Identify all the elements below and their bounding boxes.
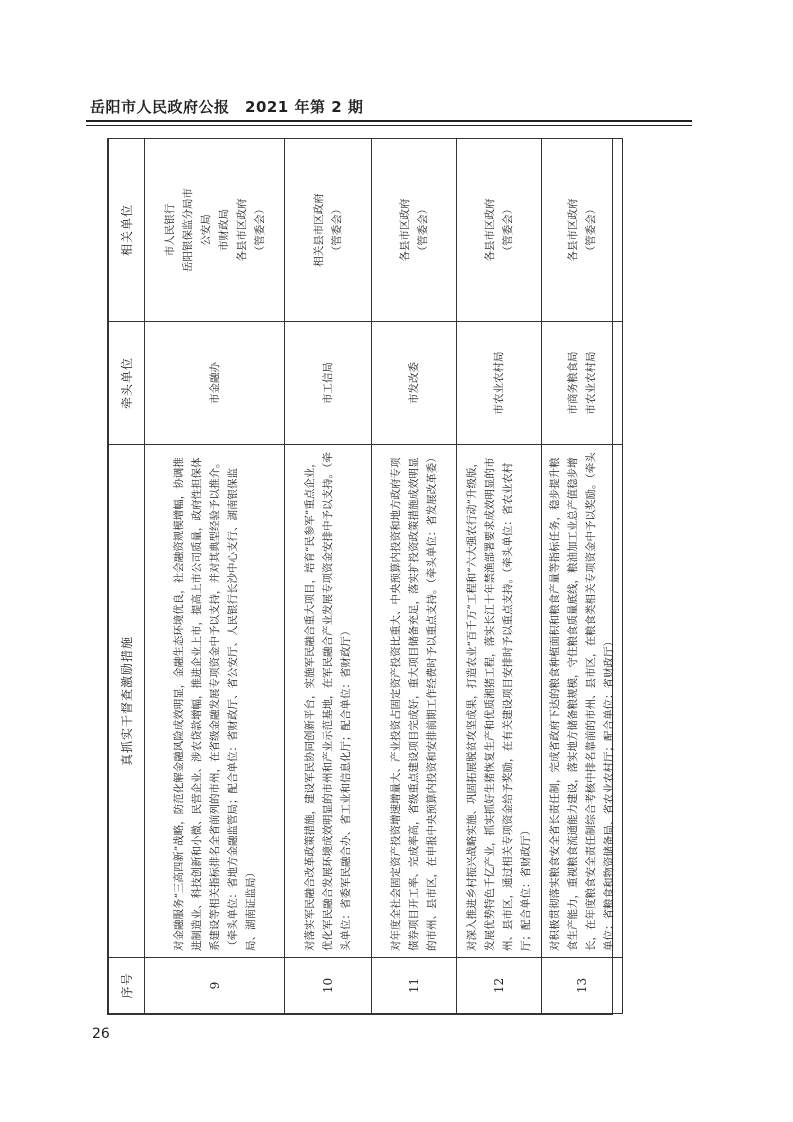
row-related-units [145, 139, 285, 322]
row-seq: 13 [542, 958, 623, 1014]
related-unit-line: 各县市区政府 [484, 198, 496, 262]
related-unit-line: （管委会） [417, 203, 429, 257]
row-seq: 9 [145, 958, 285, 1014]
col-header-lead: 牵头单位 [109, 322, 145, 445]
related-unit-line: 公安局 [199, 214, 212, 246]
row-seq: 11 [372, 958, 457, 1014]
related-unit-line: （管委会） [585, 203, 597, 257]
col-header-seq: 序号 [109, 958, 145, 1014]
row-measure: 对积极贯彻落实粮食安全省长责任制，完成省政府下达的粮食种植面积和粮食产量等指标任务，稳步提升粮食生产能力，重视粮食流通能力建设，落实地方储备粮规模，守住粮食质量底线，粮油加工业总产值稳步增长，在年度粮食安全责任制综合考核中排名靠前的市州、县市区，在粮食类相关专项资金中予以奖励。（牵头单位：省粮食和物资储备局、省农业农村厅；配合单位：省财政厅） [542, 445, 623, 958]
row-measure: 对金融服务“三高四新”战略，防范化解金融风险成效明显，金融生态环境优良，社会融资规模增幅，协调推进制造业、科技创新和小微、民营企业、涉农贷款增幅，推进企业上市，提高上市公司质量，政府性担保体系建设等相关指标排名全省前列的市州，在省级金融发展专项资金中予以支持，并对其典型经验予以推介。（牵头单位：省地方金融监管局；配合单位：省财政厅、省公安厅、人民银行长沙中心支行、湖南银保监局、湖南证监局） [145, 445, 285, 958]
row-lead-unit: 市金融办 [145, 322, 285, 445]
table-row [145, 139, 285, 1014]
row-lead-unit: 市农业农村局 [457, 322, 542, 445]
table-row [542, 139, 623, 1014]
row-lead-unit: 市工信局 [285, 322, 372, 445]
row-lead-unit: 市发改委 [372, 322, 457, 445]
row-related-units [285, 139, 372, 322]
row-lead-unit [542, 322, 623, 445]
table-row [457, 139, 542, 1014]
table-header-row [109, 139, 145, 1014]
lead-unit-line: 市农业农村局 [585, 351, 597, 415]
col-header-related: 相关单位 [109, 139, 145, 322]
related-unit-line: 市人民银行 [163, 203, 176, 257]
row-seq: 10 [285, 958, 372, 1014]
col-header-measure: 真抓实干督查激励措施 [109, 445, 145, 958]
row-related-units [372, 139, 457, 322]
row-seq: 12 [457, 958, 542, 1014]
related-unit-line: （管委会） [502, 203, 514, 257]
related-unit-line: （管委会） [331, 203, 343, 257]
related-unit-line: 岳阳银保监分局市 [181, 188, 194, 272]
incentive-measures-table [107, 138, 613, 1015]
row-related-units [542, 139, 623, 322]
header-rule-thick [86, 120, 692, 122]
row-related-units [457, 139, 542, 322]
row-measure: 对深入推进乡村振兴战略实施、巩固拓展脱贫攻坚成果，打造农业“百千万”工程和“六大强农行动”升级版，发展优势特色千亿产业，抓实抓好生猪恢复生产和优质湘猪工程，落实长江十年禁渔部署要求成效明显的市州、县市区，通过相关专项资金给予奖励，在有关建设项目安排时予以重点支持。（牵头单位：省农业农村厅；配合单位：省财政厅） [457, 445, 542, 958]
bulletin-header: 岳阳市人民政府公报 2021 年第 2 期 [90, 98, 364, 116]
table-row [372, 139, 457, 1014]
related-unit-line: 各县市区政府 [235, 198, 248, 262]
row-measure: 对年度全社会固定资产投资增速增量大、产业投资占固定资产投资比重大、中央预算内投资和地方政府专项债券项目开工率、完成率高，省级重点建设项目完成好，重大项目储备充足，落实扩投资政策措施成效明显的市州、县市区，在申报中央预算内投资和安排前期工作经费时予以重点支持。（牵头单位：省发展改革委） [372, 445, 457, 958]
lead-unit-line: 市商务粮食局 [567, 351, 579, 415]
table-row [285, 139, 372, 1014]
row-measure: 对落实军民融合改革政策措施，建设军民协同创新平台，实施军民融合重大项目，培育“民参军”重点企业，优化军民融合发展环境成效明显的市州和产业示范基地，在军民融合产业发展专项资金安排中予以支持。（牵头单位：省委军民融合办、省工业和信息化厅；配合单位：省财政厅） [285, 445, 372, 958]
related-unit-line: 各县市区政府 [567, 198, 579, 262]
rotated-table-container [108, 139, 615, 1014]
page-number: 26 [92, 1026, 110, 1042]
related-unit-line: 各县市区政府 [399, 198, 411, 262]
header-rule-thin [86, 125, 692, 126]
related-unit-line: 相关县市区政府 [313, 193, 325, 267]
related-unit-line: 市财政局 [217, 209, 230, 251]
related-unit-line: （管委会） [253, 203, 266, 257]
measures-table [108, 138, 623, 1014]
